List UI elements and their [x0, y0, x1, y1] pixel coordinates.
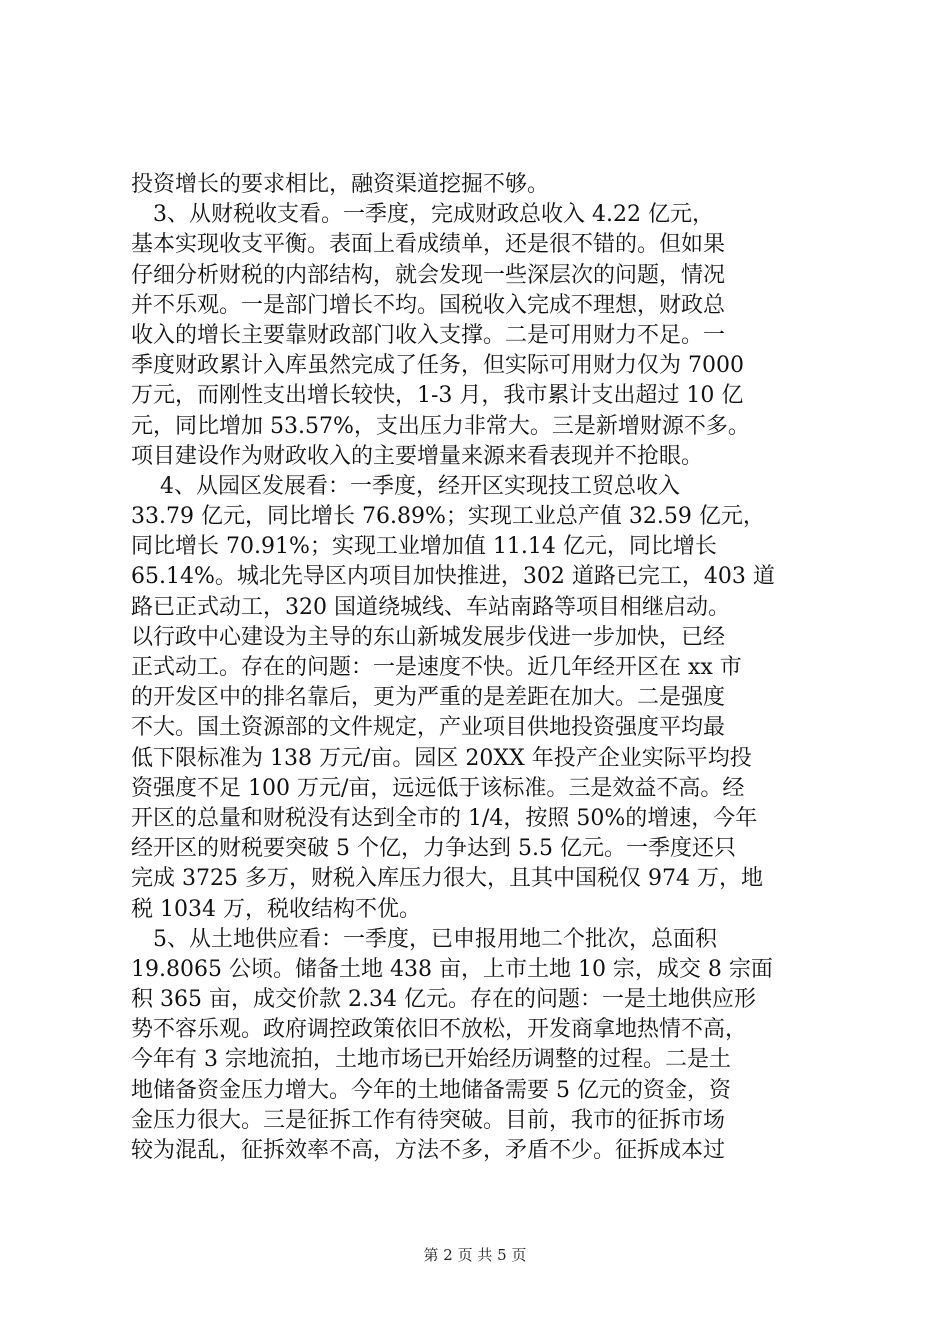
text-line: 低下限标准为 138 万元/亩。园区 20XX 年投产企业实际平均投 [131, 745, 752, 771]
text-line: 仔细分析财税的内部结构，就会发现一些深层次的问题，情况 [131, 262, 726, 288]
text-line: 开区的总量和财税没有达到全市的 1/4，按照 50%的增速，今年 [131, 805, 758, 831]
text-line: 路已正式动工，320 国道绕城线、车站南路等项目相继启动。 [131, 594, 730, 620]
text-line: 今年有 3 宗地流拍，土地市场已开始经历调整的过程。二是土 [131, 1047, 731, 1073]
text-line: 3、从财税收支看。一季度，完成财政总收入 4.22 亿元， [131, 202, 714, 228]
text-line: 正式动工。存在的问题：一是速度不快。近几年经开区在 xx 市 [131, 655, 742, 680]
text-line: 积 365 亩，成交价款 2.34 亿元。存在的问题：一是土地供应形 [131, 987, 756, 1013]
text-line: 4、从园区发展看：一季度，经开区实现技工贸总收入 [131, 473, 680, 499]
text-line: 万元，而刚性支出增长较快，1-3 月，我市累计支出超过 10 亿 [131, 383, 744, 409]
text-line: 项目建设作为财政收入的主要增量来源来看表现并不抢眼。 [131, 443, 704, 469]
text-line: 完成 3725 多万，财税入库压力很大，且其中国税仅 974 万，地 [131, 866, 763, 892]
text-line: 同比增长 70.91%；实现工业增加值 11.14 亿元，同比增长 [131, 534, 717, 560]
page-footer: 第 2 页 共 5 页 [423, 1246, 527, 1264]
text-line: 的开发区中的排名靠后，更为严重的是差距在加大。二是强度 [131, 685, 726, 711]
text-line: 季度财政累计入库虽然完成了任务，但实际可用财力仅为 7000 [131, 353, 744, 379]
text-line: 不大。国土资源部的文件规定，产业项目供地投资强度平均最 [131, 715, 726, 741]
text-line: 元，同比增加 53.57%，支出压力非常大。三是新增财源不多。 [131, 413, 750, 439]
document-body [131, 170, 831, 1166]
text-line: 经开区的财税要突破 5 个亿，力争达到 5.5 亿元。一季度还只 [131, 836, 736, 862]
text-line: 税 1034 万，税收结构不优。 [131, 896, 421, 922]
text-line: 基本实现收支平衡。表面上看成绩单，还是很不错的。但如果 [131, 232, 726, 258]
text-line: 较为混乱，征拆效率不高，方法不多，矛盾不少。征拆成本过 [131, 1138, 726, 1163]
text-line: 收入的增长主要靠财政部门收入支撑。二是可用财力不足。一 [131, 322, 726, 348]
text-line: 19.8065 公顷。储备土地 438 亩，上市土地 10 宗，成交 8 宗面 [131, 956, 773, 982]
text-line: 投资增长的要求相比，融资渠道挖掘不够。 [131, 172, 550, 197]
text-line: 势不容乐观。政府调控政策依旧不放松，开发商拿地热情不高， [131, 1017, 748, 1043]
text-line: 并不乐观。一是部门增长不均。国税收入完成不理想，财政总 [131, 292, 726, 318]
text-line: 金压力很大。三是征拆工作有待突破。目前，我市的征拆市场 [131, 1107, 726, 1133]
text-line: 65.14%。城北先导区内项目加快推进，302 道路已完工，403 道 [131, 564, 775, 590]
text-line: 地储备资金压力增大。今年的土地储备需要 5 亿元的资金，资 [131, 1077, 731, 1103]
text-line: 33.79 亿元，同比增长 76.89%；实现工业总产值 32.59 亿元， [131, 504, 765, 530]
text-line: 5、从土地供应看：一季度，已申报用地二个批次，总面积 [131, 926, 717, 952]
text-line: 以行政中心建设为主导的东山新城发展步伐进一步加快，已经 [131, 624, 726, 650]
text-line: 资强度不足 100 万元/亩，远远低于该标准。三是效益不高。经 [131, 775, 745, 801]
